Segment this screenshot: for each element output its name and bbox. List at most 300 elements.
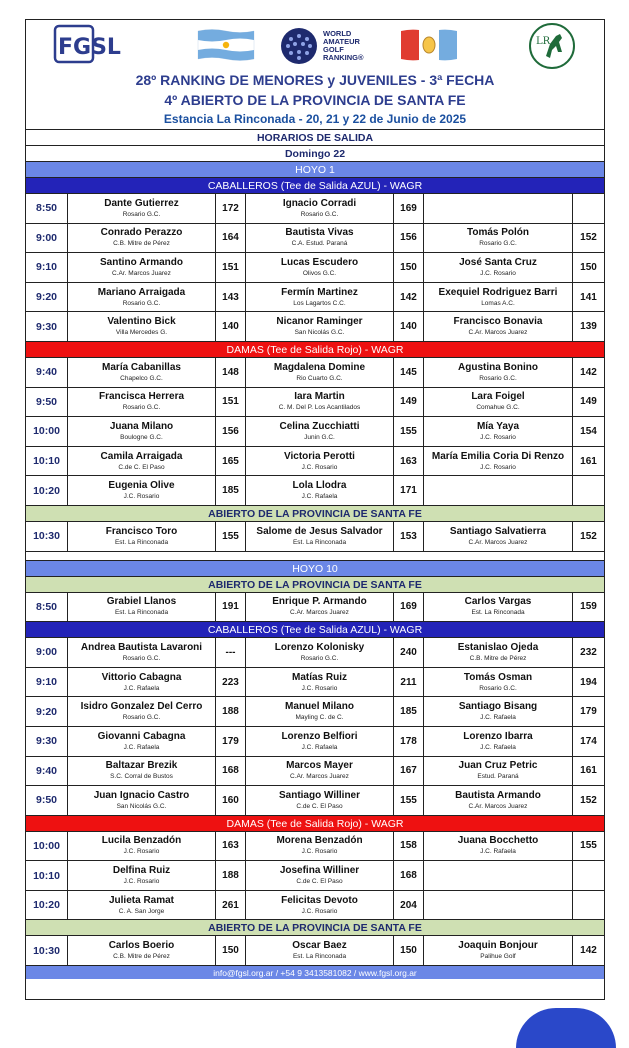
player-club: J.C. Rosario	[123, 493, 160, 501]
title-venue-dates: Estancia La Rinconada - 20, 21 y 22 de Junio de 2025	[163, 112, 467, 126]
player-ranking-score: 140	[393, 312, 423, 341]
title-abierto: 4º ABIERTO DE LA PROVINCIA DE SANTA FE	[164, 92, 466, 108]
player-cell	[423, 224, 572, 253]
player-cell	[245, 358, 393, 387]
player-ranking-score: 179	[215, 727, 245, 756]
player-club: Chapelco G.C.	[120, 374, 163, 382]
tee-time: 10:00	[33, 425, 60, 438]
player-ranking-score: 179	[572, 697, 604, 726]
player-cell	[245, 668, 393, 697]
player-name: Enrique P. Armando	[272, 596, 367, 608]
player-cell	[67, 476, 215, 505]
player-name: María Cabanillas	[102, 361, 181, 373]
player-cell	[67, 194, 215, 223]
player-cell	[245, 224, 393, 253]
player-ranking-score: 153	[393, 522, 423, 551]
player-club: C.B. Mitre de Pérez	[113, 240, 170, 248]
player-ranking-score: 155	[393, 417, 423, 446]
player-cell	[245, 832, 393, 861]
player-ranking-score	[572, 891, 604, 920]
player-name: Juan Ignacio Castro	[93, 789, 190, 801]
player-ranking-score: 168	[393, 861, 423, 890]
player-club: J.C. Rafaela	[123, 743, 160, 751]
player-ranking-score: 140	[215, 312, 245, 341]
player-cell	[67, 697, 215, 726]
player-ranking-score: 164	[215, 224, 245, 253]
player-cell	[245, 786, 393, 815]
player-cell	[67, 224, 215, 253]
player-ranking-score: 152	[572, 224, 604, 253]
player-name: Vittorio Cabagna	[101, 671, 182, 683]
player-name: Mía Yaya	[476, 420, 520, 432]
player-club: Rosario G.C.	[122, 654, 161, 662]
player-club: C.B. Mitre de Pérez	[469, 654, 527, 662]
wagr-line: WORLD	[323, 29, 352, 38]
player-ranking-score: 139	[572, 312, 604, 341]
tee-time: 9:40	[35, 764, 57, 777]
section-gap	[26, 551, 604, 560]
tee-time-row	[26, 416, 604, 446]
player-cell	[245, 522, 393, 551]
player-club: C.Ar. Marcos Juarez	[112, 269, 171, 277]
player-club: C.de C. El Paso	[296, 878, 343, 886]
tee-time: 10:10	[33, 455, 60, 468]
player-name: Joaquin Bonjour	[458, 940, 538, 952]
santa-fe-flag-icon	[401, 28, 457, 62]
player-cell	[423, 253, 572, 282]
player-ranking-score: 150	[572, 253, 604, 282]
tee-time-row	[26, 446, 604, 476]
player-cell	[67, 593, 215, 622]
player-ranking-score: 142	[572, 936, 604, 965]
section-header: Domingo 22	[26, 145, 604, 161]
wagr-logo	[279, 26, 384, 66]
wagr-line: AMATEUR	[323, 37, 360, 46]
player-name: Lorenzo Belfiori	[281, 730, 358, 742]
player-cell	[423, 417, 572, 446]
tee-time: 9:30	[35, 735, 57, 748]
player-cell	[245, 727, 393, 756]
player-cell	[67, 638, 215, 667]
player-cell	[67, 668, 215, 697]
logo-bar	[26, 20, 604, 70]
player-cell	[245, 388, 393, 417]
player-club: J.C. Rafaela	[301, 743, 338, 751]
player-cell	[423, 832, 572, 861]
tee-time: 9:50	[35, 395, 57, 408]
tee-time: 10:30	[33, 530, 60, 543]
player-ranking-score: 150	[215, 936, 245, 965]
player-ranking-score: 156	[393, 224, 423, 253]
player-name: Andrea Bautista Lavaroni	[80, 641, 203, 653]
wagr-line: GOLF	[323, 45, 344, 54]
tee-time-row	[26, 357, 604, 387]
player-club: Lomas A.C.	[481, 299, 515, 307]
tee-time-row	[26, 756, 604, 786]
player-name: Giovanni Cabagna	[97, 730, 186, 742]
player-cell	[67, 522, 215, 551]
player-club: C. M. Del P. Los Acantilados	[278, 404, 361, 412]
tee-time: 9:10	[35, 261, 57, 274]
player-ranking-score: 161	[572, 447, 604, 476]
player-club: Palihue Golf	[480, 953, 516, 961]
player-name: Fermín Martinez	[281, 286, 358, 298]
player-cell	[245, 593, 393, 622]
player-ranking-score: 191	[215, 593, 245, 622]
la-rinconada-logo-text: LR	[536, 36, 551, 47]
tee-time: 9:30	[35, 320, 57, 333]
player-club: Est. La Rinconada	[114, 538, 169, 546]
tee-time: 9:20	[35, 291, 57, 304]
player-club: J.C. Rafaela	[301, 493, 338, 501]
tee-time: 10:20	[33, 899, 60, 912]
player-ranking-score	[572, 861, 604, 890]
player-club: C.Ar. Marcos Juarez	[290, 609, 349, 617]
player-club: C.de C. El Paso	[118, 463, 165, 471]
player-cell	[423, 312, 572, 341]
player-ranking-score: 155	[393, 786, 423, 815]
tee-time-row	[26, 637, 604, 667]
player-club: Rosario G.C.	[122, 299, 161, 307]
wagr-line: RANKING®	[323, 53, 364, 62]
player-club: Los Lagartos C.C.	[293, 299, 346, 307]
player-club: Rosario G.C.	[479, 684, 517, 692]
section-header: ABIERTO DE LA PROVINCIA DE SANTA FE	[26, 505, 604, 521]
player-club: Est. La Rinconada	[292, 538, 347, 546]
player-cell	[245, 447, 393, 476]
player-club: Junin G.C.	[304, 433, 335, 441]
player-name: Exequiel Rodriguez Barri	[438, 286, 558, 298]
player-cell	[67, 936, 215, 965]
fgsl-logo	[54, 24, 121, 68]
player-club: Est. La Rinconada	[471, 609, 525, 617]
player-ranking-score: 142	[572, 358, 604, 387]
player-cell	[245, 936, 393, 965]
section-header: HOYO 1	[26, 161, 604, 177]
player-cell	[67, 388, 215, 417]
tee-time-row	[26, 831, 604, 861]
player-cell	[423, 194, 572, 223]
tee-time-row	[26, 935, 604, 965]
player-name: Julieta Ramat	[108, 894, 175, 906]
player-name: Estanislao Ojeda	[457, 641, 539, 653]
player-name: Marcos Mayer	[286, 760, 353, 772]
player-club: J.C. Rosario	[480, 463, 516, 471]
tee-time-row	[26, 193, 604, 223]
player-ranking-score: 169	[393, 194, 423, 223]
player-name: Victoria Perotti	[284, 450, 355, 462]
player-name: Nicanor Raminger	[276, 316, 363, 328]
player-ranking-score: 188	[215, 697, 245, 726]
player-ranking-score: 167	[393, 757, 423, 786]
player-cell	[245, 194, 393, 223]
player-name: Francisca Herrera	[98, 391, 185, 403]
la-rinconada-logo	[526, 22, 578, 70]
player-name: Delfina Ruiz	[112, 865, 171, 877]
player-club: C.Ar. Marcos Juarez	[468, 538, 528, 546]
player-name: Tomás Osman	[463, 671, 533, 683]
player-club: J.C. Rosario	[301, 848, 338, 856]
player-ranking-score: 194	[572, 668, 604, 697]
player-ranking-score: 151	[215, 388, 245, 417]
tee-time-row	[26, 592, 604, 622]
player-club: Boulogne G.C.	[120, 433, 163, 441]
player-cell	[423, 727, 572, 756]
player-cell	[245, 476, 393, 505]
tee-time: 10:30	[33, 944, 60, 957]
player-name: Lorenzo Ibarra	[463, 730, 533, 742]
player-ranking-score: 165	[215, 447, 245, 476]
player-name: Oscar Baez	[292, 940, 347, 952]
tee-time-row	[26, 521, 604, 551]
player-ranking-score: 211	[393, 668, 423, 697]
player-cell	[245, 757, 393, 786]
player-ranking-score: 163	[215, 832, 245, 861]
player-name: Camila Arraigada	[100, 450, 183, 462]
player-ranking-score: 158	[393, 832, 423, 861]
tee-time: 10:00	[33, 839, 60, 852]
player-name: Ignacio Corradi	[282, 197, 357, 209]
player-name: Bautista Vivas	[285, 227, 354, 239]
player-name: Lorenzo Kolonisky	[274, 641, 365, 653]
section-header: HOYO 10	[26, 560, 604, 576]
player-name: Iara Martin	[294, 391, 345, 403]
player-ranking-score: 223	[215, 668, 245, 697]
player-ranking-score: ---	[215, 638, 245, 667]
player-cell	[67, 253, 215, 282]
section-header: CABALLEROS (Tee de Salida AZUL) - WAGR	[26, 621, 604, 637]
player-cell	[67, 283, 215, 312]
tee-times-table	[26, 129, 604, 979]
tee-time: 10:10	[33, 869, 60, 882]
player-ranking-score: 174	[572, 727, 604, 756]
tee-time: 8:50	[35, 600, 57, 613]
player-name: Juan Cruz Petric	[458, 760, 538, 772]
player-club: J.C. Rosario	[123, 848, 160, 856]
tee-time-row	[26, 785, 604, 815]
player-ranking-score: 155	[572, 832, 604, 861]
floating-button-corner[interactable]	[516, 1008, 616, 1048]
player-name: Felicitas Devoto	[281, 894, 358, 906]
player-ranking-score: 172	[215, 194, 245, 223]
player-cell	[423, 358, 572, 387]
tee-time-row	[26, 311, 604, 341]
player-name: Lucas Escudero	[280, 256, 359, 268]
player-club: Villa Mercedes G.	[115, 329, 168, 337]
player-name: Juana Milano	[109, 420, 174, 432]
player-cell	[423, 891, 572, 920]
player-name: Francisco Toro	[105, 525, 178, 537]
player-club: Rosario G.C.	[122, 714, 161, 722]
wagr-logo-text	[323, 30, 364, 62]
player-club: Est. La Rinconada	[292, 953, 347, 961]
player-cell	[423, 388, 572, 417]
player-ranking-score: 185	[393, 697, 423, 726]
player-club: C. A. San Jorge	[118, 907, 165, 915]
player-cell	[423, 476, 572, 505]
player-name: Santino Armando	[100, 256, 183, 268]
player-cell	[423, 522, 572, 551]
player-club: C.B. Mitre de Pérez	[113, 953, 170, 961]
player-name: Lucila Benzadón	[101, 835, 182, 847]
player-ranking-score: 171	[393, 476, 423, 505]
player-cell	[67, 757, 215, 786]
player-cell	[245, 283, 393, 312]
player-club: S.C. Corral de Bustos	[110, 773, 173, 781]
player-cell	[245, 638, 393, 667]
player-name: Santiago Williner	[278, 789, 361, 801]
tee-time-row	[26, 860, 604, 890]
player-club: J.C. Rosario	[480, 433, 516, 441]
section-header: HORARIOS DE SALIDA	[26, 129, 604, 145]
section-header: DAMAS (Tee de Salida Rojo) - WAGR	[26, 341, 604, 357]
player-club: San Nicolás G.C.	[116, 802, 167, 810]
tee-time-row	[26, 387, 604, 417]
player-ranking-score: 145	[393, 358, 423, 387]
player-name: Eugenia Olive	[108, 480, 175, 492]
player-club: Rosario G.C.	[300, 210, 339, 218]
tee-time: 9:10	[35, 676, 57, 689]
tee-time-row	[26, 890, 604, 920]
player-cell	[67, 727, 215, 756]
player-club: Rosario G.C.	[122, 404, 161, 412]
player-name: Tomás Polón	[466, 227, 530, 239]
player-cell	[67, 786, 215, 815]
player-ranking-score: 161	[572, 757, 604, 786]
player-name: Agustina Bonino	[458, 361, 538, 373]
section-header: ABIERTO DE LA PROVINCIA DE SANTA FE	[26, 576, 604, 592]
player-ranking-score: 160	[215, 786, 245, 815]
player-cell	[67, 447, 215, 476]
player-cell	[423, 697, 572, 726]
tee-time-row	[26, 696, 604, 726]
player-cell	[245, 312, 393, 341]
player-ranking-score	[572, 194, 604, 223]
player-cell	[423, 936, 572, 965]
player-cell	[423, 593, 572, 622]
player-name: Celina Zucchiatti	[279, 420, 360, 432]
section-header: DAMAS (Tee de Salida Rojo) - WAGR	[26, 815, 604, 831]
player-name: Isidro Gonzalez Del Cerro	[80, 701, 203, 713]
player-cell	[423, 283, 572, 312]
player-club: Rosario G.C.	[300, 654, 339, 662]
player-name: Matías Ruiz	[291, 671, 347, 683]
tee-time-row	[26, 252, 604, 282]
player-cell	[423, 668, 572, 697]
player-club: J.C. Rosario	[480, 269, 516, 277]
player-ranking-score: 261	[215, 891, 245, 920]
player-club: J.C. Rafaela	[123, 684, 160, 692]
player-name: Carlos Vargas	[464, 596, 532, 608]
player-club: J.C. Rafaela	[480, 848, 516, 856]
player-ranking-score: 188	[215, 861, 245, 890]
player-name: José Santa Cruz	[459, 256, 537, 268]
player-cell	[245, 697, 393, 726]
player-name: Lara Foigel	[471, 391, 525, 403]
player-ranking-score: 232	[572, 638, 604, 667]
player-cell	[67, 891, 215, 920]
player-ranking-score: 152	[572, 786, 604, 815]
player-name: Conrado Perazzo	[100, 227, 183, 239]
player-club: Comahue G.C.	[476, 404, 520, 412]
player-cell	[245, 417, 393, 446]
player-ranking-score: 168	[215, 757, 245, 786]
player-cell	[245, 891, 393, 920]
player-club: J.C. Rosario	[301, 684, 338, 692]
player-club: C.Ar. Marcos Juarez	[290, 773, 349, 781]
player-ranking-score: 149	[572, 388, 604, 417]
player-name: Bautista Armando	[455, 789, 541, 801]
player-club: Est. La Rinconada	[114, 609, 169, 617]
player-ranking-score: 150	[393, 936, 423, 965]
player-name: Lola Llodra	[292, 480, 347, 492]
player-cell	[245, 253, 393, 282]
tee-time-row	[26, 475, 604, 505]
player-name: María Emilia Coria Di Renzo	[431, 450, 565, 462]
player-ranking-score: 142	[393, 283, 423, 312]
tee-time: 9:00	[35, 231, 57, 244]
player-name: Francisco Bonavia	[453, 316, 543, 328]
fgsl-logo-text: FGSL	[58, 35, 121, 60]
player-ranking-score	[572, 476, 604, 505]
player-name: Salome de Jesus Salvador	[256, 525, 383, 537]
player-cell	[423, 786, 572, 815]
player-name: Manuel Milano	[285, 701, 354, 713]
player-club: C.A. Estud. Paraná	[291, 240, 348, 248]
tee-time: 9:50	[35, 794, 57, 807]
tee-time: 9:00	[35, 646, 57, 659]
section-header: CABALLEROS (Tee de Salida AZUL) - WAGR	[26, 177, 604, 193]
title-ranking: 28º RANKING DE MENORES y JUVENILES - 3ª FECHA	[135, 72, 495, 88]
player-ranking-score: 159	[572, 593, 604, 622]
player-ranking-score: 154	[572, 417, 604, 446]
player-ranking-score: 204	[393, 891, 423, 920]
player-club: Rosario G.C.	[479, 374, 517, 382]
player-name: Santiago Bisang	[458, 701, 538, 713]
player-ranking-score: 178	[393, 727, 423, 756]
player-cell	[423, 638, 572, 667]
player-cell	[67, 861, 215, 890]
player-club: Rosario G.C.	[122, 210, 161, 218]
player-name: Grabiel Llanos	[106, 596, 177, 608]
player-cell	[67, 312, 215, 341]
player-club: J.C. Rosario	[301, 463, 338, 471]
player-name: Morena Benzadón	[276, 835, 363, 847]
player-name: Juana Bocchetto	[457, 835, 539, 847]
player-name: Valentino Bick	[107, 316, 176, 328]
player-name: Josefina Williner	[279, 865, 360, 877]
tee-time-row	[26, 223, 604, 253]
player-club: J.C. Rafaela	[480, 714, 516, 722]
player-name: Mariano Arraigada	[97, 286, 186, 298]
tee-time-row	[26, 726, 604, 756]
player-name: Magdalena Domine	[273, 361, 366, 373]
tee-time: 9:40	[35, 366, 57, 379]
player-ranking-score: 151	[215, 253, 245, 282]
section-header: ABIERTO DE LA PROVINCIA DE SANTA FE	[26, 919, 604, 935]
tee-time: 8:50	[35, 202, 57, 215]
player-cell	[245, 861, 393, 890]
player-name: Dante Gutierrez	[104, 197, 179, 209]
contact-footer: info@fgsl.org.ar / +54 9 3413581082 / www.fgsl.org.ar	[26, 965, 604, 979]
player-club: J.C. Rafaela	[480, 743, 516, 751]
player-name: Santiago Salvatierra	[449, 525, 547, 537]
schedule-sheet	[25, 19, 605, 1000]
player-ranking-score: 156	[215, 417, 245, 446]
player-ranking-score: 148	[215, 358, 245, 387]
player-club: J.C. Rosario	[123, 878, 160, 886]
player-ranking-score: 152	[572, 522, 604, 551]
